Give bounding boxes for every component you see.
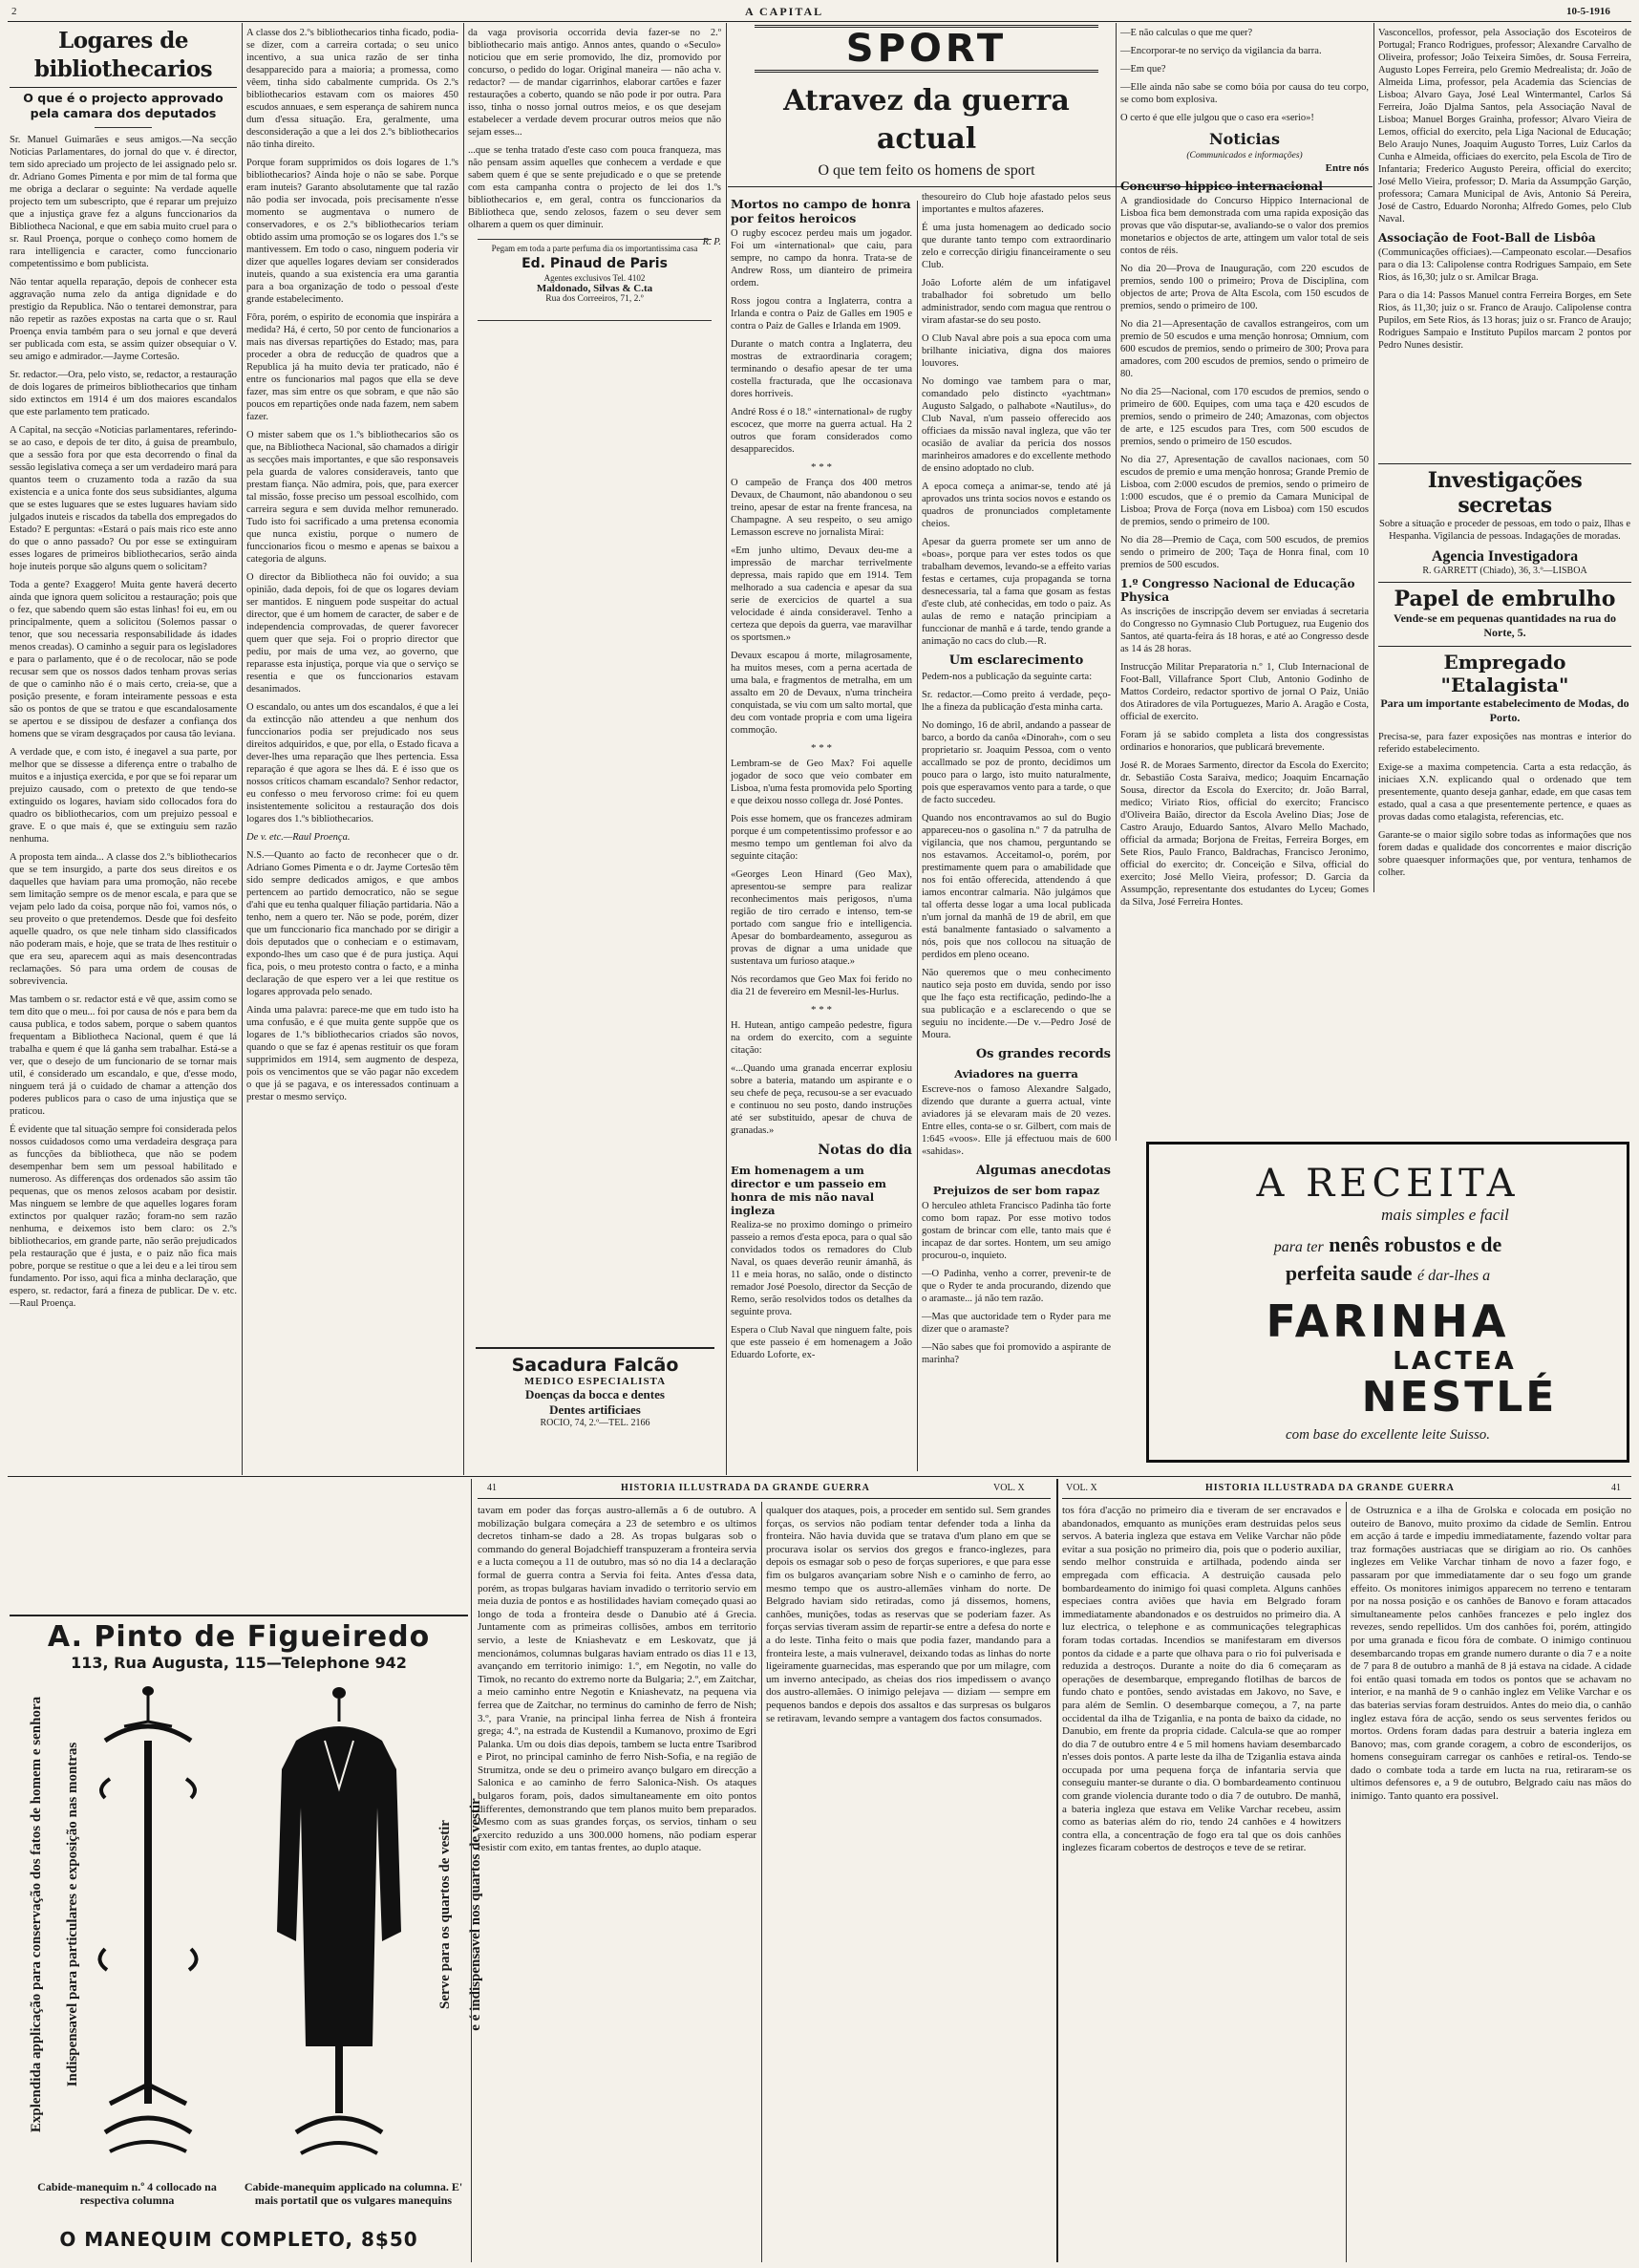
column-3 xyxy=(468,27,721,247)
paragraph: —Encorporar-te no serviço da vigilancia da barra. xyxy=(1120,46,1322,56)
divider xyxy=(1378,582,1631,583)
paragraph: Foram já se sabido completa a lista dos congressistas ordinarios e honorarios, que publicará brevemente. xyxy=(1120,730,1369,753)
header-rule xyxy=(8,21,1631,22)
historia-header-left xyxy=(478,1481,1051,1499)
nestle-brand: LACTEA xyxy=(1393,1347,1517,1376)
sport-banner xyxy=(755,25,1098,180)
paragraph: Escreve-nos o famoso Alexandre Salgado, dizendo que durante a guerra actual, vinte aviadores já se elevaram mais de 20 vezes. Entre elles, conta-se o sr. Gilbert, com mais de 1:645 «voos». Elle já effectuou mais de 600 «sahidas». xyxy=(922,1084,1111,1157)
nestle-text: perfeita saude xyxy=(1285,1261,1413,1285)
article-title: Mortos no campo de honra por feitos heroicos xyxy=(731,197,911,225)
historia-left-col-2 xyxy=(766,1505,1051,2259)
paragraph: O director da Bibliotheca não foi ouvido; a sua opinião, dada depois, foi de que os logares deviam ser mantidos. E ninguem pode suspeitar do actual director, que é um homem de caracter, de saber e de independencia comprovadas, de querer favorecer quem quer que seja. Foi o proprio director que pediu, por mais de uma vez, ao governo, que reparasse esta injustiça, porque via que o serviço se resentia e que os funccionarios estavam desanimados. xyxy=(246,572,458,695)
nestle-line: com base do excellente leite Suisso. xyxy=(1285,1427,1491,1443)
volume-label: VOL. X xyxy=(993,1483,1025,1493)
paragraph: Para um importante estabelecimento de Modas, do Porto. xyxy=(1380,696,1629,724)
ad-address: 113, Rua Augusta, 115—Telephone 942 xyxy=(71,1654,407,1672)
nestle-text: para ter xyxy=(1273,1239,1324,1255)
paragraph: A classe dos 2.ºs bibliothecarios tinha ficado, podia-se dizer, com a carreira cortada; o seu unico incentivo, a sua unica razão de ser tinha desapparecido para a maioria; a promessa, como vêem, tinha sido cabalmente cumprida. Os 2.ºs bibliothecarios estavam com os maiores 450 escudos annuaes, e sem esperança de sahirem nunca dum d'essa situação. Era, geralmente, uma desconsideração a que a lei dos 2.ºs bibliothecarios não tinha direito. xyxy=(246,28,458,150)
separator-stars: * * * xyxy=(811,461,832,473)
nestle-line: A RECEITA xyxy=(1256,1162,1520,1206)
paragraph: Fôra, porém, o espirito de economia que inspirára a medida? Há, é certo, 50 por cento de funcionarios a mais nas diversas repartições do Estado; mas, para proceder a obra de reducção de quadros que a Republica já ha muito devia ter praticado, não é entre os funcionarios mal pagos que ella se deve fazer, mas sim entre os que sobram, e que não são poucos em repartições onde nada fazem, nem sabem fazer. xyxy=(246,312,458,422)
paragraph: O herculeo athleta Francisco Padinha tão forte como bom rapaz. Por esse motivo todos gostam de brincar com elle, tanto mais que é incapaz de dar sortes. Hontem, um seu amigo procurou-o, inquieto. xyxy=(922,1201,1111,1261)
paragraph: Para o dia 14: Passos Manuel contra Ferreira Borges, em Sete Rios, ás 11,30; juiz o sr. Franco de Araujo. Calipolense contra Pupilos, em Sete Rios, ás 13 horas; juiz o sr. Franco de Araujo; Rodrigues Sampaio e Instituto Pupilos marcam 2 pontos por Pedro Nunes desistir. xyxy=(1378,290,1631,351)
ad-title: Empregado "Etalagista" xyxy=(1440,651,1569,696)
pinto-figueiredo-ad xyxy=(10,1615,483,2264)
paragraph: O rugby escocez perdeu mais um jogador. Foi um «international» que caiu, para sempre, no campo da honra. Trata-se de Andrew Ross, um dianteiro de primeira ordem. xyxy=(731,228,912,289)
paragraph: Lembram-se de Geo Max? Foi aquelle jogador de soco que veio combater em Lisboa, n'uma festa promovida pelo Sporting e que deixou nosso collega dr. José Pontes. xyxy=(731,759,912,806)
headline-rule xyxy=(10,87,237,88)
article-title: Concurso hippico internacional xyxy=(1120,180,1323,193)
ad-line: Dentes artificiaes xyxy=(549,1402,641,1417)
page-number-left: 2 xyxy=(11,6,17,17)
paragraph: Espera o Club Naval que ninguem falte, pois que este passeio é em homenagem a João Eduardo Loforte, ex- xyxy=(731,1325,912,1360)
col-rule-2 xyxy=(463,23,464,1475)
paragraph: ...que se tenha tratado d'este caso com pouca franqueza, mas não pensam assim aquelles que conhecem a verdade e que sabem quem é que se sente prejudicado e o que se pretende com esta campanha contra o projecto de lei dos 1.ºs bibliothecarios e, em geral, contra os funccionarios da Bibliotheca que, sendo zelosos, fazem o seu dever sem olharem a quem os quer diminuir. xyxy=(468,145,721,230)
paragraph: —O Padinha, venho a correr, prevenir-te de que o Ryder te anda procurando, dizendo que o aramaste... já não tem razão. xyxy=(922,1269,1111,1304)
nestle-line xyxy=(1149,1261,1627,1286)
page-gutter xyxy=(1056,1479,1058,2262)
section-right-label: Entre nós xyxy=(1325,162,1369,174)
bottom-section-rule xyxy=(8,1476,1631,1477)
paragraph: As inscrições de inscripção devem ser enviadas á secretaria do Congresso no Gymnasio Club Portuguez, rua Eugenio dos Santos, até quarta-feira ás 18 horas, e até ao Congresso desde as 14 ás 28 horas. xyxy=(1120,607,1369,654)
paragraph: É evidente que tal situação sempre foi considerada pelos nossos cuidadosos como uma verdadeira desgraça para as funcções da bibliotheca, que não se podem desempenhar bem sem um pessoal habilitado e numeroso. As differenças dos ordenados são assim tão pequenas, que os menos zelosos acabam por desistir. Mas ninguem se lembre de que aquelles logares foram extinctos por qualquer razão; foram-no sem razão nenhuma, e deixemos isto bem claro: os 2.ºs bibliothecarios, em grande parte, não serão prejudicados pela restauração que é justa, e o paiz não fica mais pobre, porque se restitue o que a lei deu e a lei tirou sem fundamento. Por isso, aqui fica a minha declaração, que espero, sr. redactor, fará a fineza de publicar. De v. etc.—Raul Proença. xyxy=(10,1124,237,1309)
page-number: 41 xyxy=(1611,1483,1621,1493)
paragraph: No dia 21—Apresentação de cavallos estrangeiros, com um premio de 50 escudos e uma menção honrosa; Omnium, com 600 escudos de premios, sendo o primeiro de 300; Prova para amadores, com 200 escudos de premios, sendo o primeiro de 80. xyxy=(1120,319,1369,379)
paragraph: Precisa-se, para fazer exposições nas montras e interior do referido estabelecimento. xyxy=(1378,732,1631,755)
paragraph: A epoca começa a animar-se, tendo até já aprovados uns trinta socios novos e estando os quadros de pronunciados completamente cheios. xyxy=(922,481,1111,529)
page-number: 41 xyxy=(487,1483,497,1493)
vertical-caption-right-outer: e é indispensavel nos quartos de vestir xyxy=(468,1798,483,2031)
ad-subtitle: Agencia Investigadora xyxy=(1431,548,1579,565)
ad-title: Papel de embrulho xyxy=(1394,587,1616,611)
paragraph: —Em que? xyxy=(1120,64,1166,75)
paragraph: André Ross é o 18.º «international» de rugby escocez, que morre na guerra actual. Ha 2 outros que foram considerados como desapparecidos. xyxy=(731,407,912,455)
paragraph: «Em junho ultimo, Devaux deu-me a impressão de marchar terrivelmente depressa, mais rapido que em 1914. Tem melhorado a sua cadencia e apesar da sua serie de exercicios de quartel a sua velocidade é ainda consideravel. Tenho a certeza que depois da guerra, vae maravilhar os sportsmen.» xyxy=(731,546,912,643)
nestle-brand: FARINHA xyxy=(1266,1295,1510,1347)
paragraph: tavam em poder das forças austro-allemãs a 6 de outubro. A mobilização bulgara começára a 23 de setembro e os ultimos decretos tinham-se dado a 28. As tropas bulgaras sob o commando do general Bojadchieff transpuzeram a fronteira servia e a lucta começou a 11 de outubro, mas só no dia 14 a declaração formal de guerra contra a Servia foi feita. Antes d'essa data, porém, as tropas bulgaras haviam invadido o territorio servio em meia duzia de pontos e as hostilidades haviam começado quasi ao longo de toda a fronteira desde o Danubio até á Grecia. Juntamente com as primeiras collisões, ambos em territorio servio, a leste de Kniashevatz e em Leskovatz, que já mencionámos, columnas bulgaras haviam entrado os dias 11 e 13, avançando em territorio inimigo: 1.º, em Negotin, no valle do Timok, no recanto do extremo norte da Bulgaria; 2.º, em Zaitchar, a meio caminho entre Negotin e Kniashevatz, na pequena via ferrea que de Zaitchar, no terminus do caminho de ferro de Nish; 3.º, para Vranie, na principal linha ferrea de Nish á fronteira grega; 4.º, na estrada de Kustendil a Kumanovo, proximo de Egri Palanka. Um ou dois dias depois, tambem se lucta entre Tsaribrod e Pirot, no principal caminho de ferro Nish-Sofia, e na região de Strumitza, onde se deu o primeiro avanço bulgaro em direcção a Salonica e ao caminho de ferro Salonica-Nish. Os ataques bulgaros foram, pois, dados simultaneamente em oito pontos differentes, demonstrando que tem planos muito bem preparados. Mesmo com as suas grandes forças, os servios, tinham o seu exercito reduzido a uns 300.000 homens, não podiam esperar resistir com exito, em tantas frentes, ao duplo ataque. xyxy=(478,1505,756,1854)
historia-right-col-2 xyxy=(1351,1505,1631,2259)
paragraph: «Georges Leon Hinard (Geo Max), apresentou-se sempre para realizar reconhecimentos mais perigosos, n'uma região de tiro cerrado e intenso, tem-se portado com sangue frio e intelligencia. Apesar do bombardeamento, assegurou as provas de dignar a uma unidade que sustentava um furioso ataque.» xyxy=(731,869,912,967)
paragraph: —Não sabes que foi promovido a aspirante de marinha? xyxy=(922,1342,1111,1365)
paragraph: Não tentar aquella reparação, depois de conhecer esta aggravação numa zelo da antiga dignidade e do prestigio da Republica. Não o tentarei demonstrar, para não repetir as razões expostas na carta que o sr. Raul Proença envia também para o seu jornal e que deverá ser publicada com esta, se assim quizer obsequiar o V. seu amigo e admirador.—Jayme Cortesão. xyxy=(10,277,237,362)
paragraph: H. Hutean, antigo campeão pedestre, figura na ordem do exercito, com a seguinte citação: xyxy=(731,1020,912,1056)
ad-line: Agentes exclusivos Tel. 4102 xyxy=(543,273,646,283)
nestle-text: nenês robustos e de xyxy=(1329,1232,1502,1256)
section-subtitle: (Communicados e informações) xyxy=(1186,151,1303,160)
sport-column-1 xyxy=(731,191,912,1471)
article-title: Em homenagem a um director e um passeio em honra de mis não naval ingleza xyxy=(731,1164,886,1217)
paragraph: Ainda uma palavra: parece-me que em tudo isto ha uma confusão, e é que muita gente suppõe que os logares de 1.ºs bibliothecarios criados são novos, quando o que se faz é apenas restituir os que foram supprimidos em 1914, sem augmento de despeza, pois os vencimentos que se vão pagar não excedem o que já se pagava, e os interessados continuam a prestar o mesmo serviço. xyxy=(246,1005,458,1102)
running-title: HISTORIA ILLUSTRADA DA GRANDE GUERRA xyxy=(621,1483,870,1493)
column-bibliotecarios-cont xyxy=(246,27,458,1594)
paragraph: Sr. redactor.—Como preito á verdade, peço-lhe a fineza da publicação d'esta minha carta. xyxy=(922,690,1111,713)
signature: R. P. xyxy=(702,237,721,247)
ad-brand: Ed. Pinaud de Paris xyxy=(522,256,668,271)
paragraph: Ross jogou contra a Inglaterra, contra a Irlanda e contra o Paiz de Galles em 1905 e contra o Paiz de Galles e Irlanda em 1909. xyxy=(731,296,912,332)
article-title: Um esclarecimento xyxy=(948,653,1084,668)
signature: De v. etc.—Raul Proença. xyxy=(246,832,351,843)
paragraph: A verdade que, e com isto, é inegavel a sua parte, por melhor que se dissesse a diferença entre o trabalho de muitos e a injustiça exercida, e por que se foi reparar um prejuizo causado, com o pretexto de que tendo-se extinguido os logares, haviam sido collocados fora do quadro os bibliothecarios, com um prejuizo pessoal e grave. E o que mais é, que se extinguiu sem razão nenhuma. xyxy=(10,747,237,845)
paragraph: Sobre a situação e proceder de pessoas, em todo o paiz, Ilhas e Hespanha. Vigilancia de pessoas. Indagações de moradas. xyxy=(1379,519,1630,542)
paragraph: Sr. Manuel Guimarães e seus amigos.—Na secção Noticias Parlamentares, do jornal do que v. é director, tem sido apreciado um projecto de lei assignado pelo sr. dr. Adriano Gomes Pimenta e por mim de tal forma que me obriga a declarar o seguinte: Na verdade aquelle projecto tem um subescripto, que é reparar um prejuizo que a injustiça grave fez a alguns funccionarios da Bibliotheca Nacional, e que em sabia muito cruel para o sr. Raul Proença, porque o conheço como homem de rara intelligencia e caracter, como funccionario competentissimo e bom publicista. xyxy=(10,135,237,269)
paragraph: O campeão de França dos 400 metros Devaux, de Chaumont, não abandonou o seu treino, apesar de estar na frente francesa, na Champagne. A seu respeito, o seu amigo Lemasson escreve no jornalista Mirai: xyxy=(731,478,912,538)
ad-slogan: O MANEQUIM COMPLETO, 8$50 xyxy=(59,2228,418,2251)
paragraph: da vaga provisoria occorrida devia fazer-se no 2.º bibliothecario mais antigo. Annos antes, quando o «Seculo» noticiou que em serie promovido, lhe diz, promovido por concurso, o pedido do logar. Original maneira — não acha v. redactor? — de mandar cigarrinhos, elaborar cartões e fazer restaurações a coberto, quando se não pode ir por outra. Para isso, tinha o nosso jornal outros meios, e os que desejam estabelecer a verdade devem procurar outros meios que não sejam esses... xyxy=(468,28,721,138)
section-title: Noticias xyxy=(1209,130,1280,148)
article-headline: Logares de bibliothecarios xyxy=(33,28,213,82)
mannequin-coat-icon xyxy=(267,1683,411,2171)
paragraph: «...Quando uma granada encerrar explosiu sobre a bateria, matando um aspirante e o seu chefe de peça, recusou-se a ser evacuado e continuou no seu posto, dando instruções até ser substituido, apesar de chuva de granadas.» xyxy=(731,1063,912,1136)
nestle-ad xyxy=(1146,1142,1629,1463)
article-subtitle: Prejuizos de ser bom rapaz xyxy=(932,1184,1100,1197)
paragraph: No dia 28—Premio de Caça, com 500 escudos, de premios sendo o primeiro de 200; Taça de Honra final, com 10 premios de 500 escudos. xyxy=(1120,535,1369,570)
paragraph: O Club Naval abre pois a sua epoca com uma brilhante iniciativa, digna dos maiores louvores. xyxy=(922,333,1111,369)
paragraph: Porque foram supprimidos os dois logares de 1.ºs bibliothecarios? Ainda hoje o não se sabe. Porque eram inuteis? Garanto absolutamente que tal razão não podia ser invocada, pois precisamente n'esse momento se augmentava o numero de conservadores, e os 2.ºs bibliothecarios teriam obtido assim uma promoção se os logares dos 1.ºs se mantivessem. Em todo o caso, ninguem poderia vir dizer que aquelles logares deviam ser considerados inuteis, quando a sua existencia era uma garantia para a boa organização de todo o pessoal d'este grande estabelecimento. xyxy=(246,158,458,305)
ad-title: Investigações secretas xyxy=(1427,468,1583,518)
paragraph: —Elle ainda não sabe se como bóia por causa do teu corpo, se como bom explosiva. xyxy=(1120,82,1369,105)
paragraph: Durante o match contra a Inglaterra, deu mostras de extraordinaria coragem; terminando o desafio apesar de ter uma costella fracturada, que lhe occasionava dores horriveis. xyxy=(731,339,912,399)
caption-right: Cabide-manequim applicado na columna. E' mais portatil que os vulgares manequins xyxy=(244,2180,463,2207)
caption-left: Cabide-manequim n.º 4 collocado na respectiva columna xyxy=(37,2180,217,2207)
paragraph: A proposta tem ainda... A classe dos 2.ºs bibliothecarios que se tem insurgido, a parte dos seus direitos e os daquelles que haviam para uma promoção, não recebe sem limitação sempre os de menor escala, e para que se vejam pelo lado da coisa, porque não foi, vamos nós, o seu proveito o que pretendemos. Desde que foi desfeito aquelle quadro, os que nele tinham sido classificados não poderam mais, e hoje, que se trata de lhes restituir o que era seu, aparecem aqui as mais desencontradas reclamações. Só para uma ordem de cousas de sobrevivencia. xyxy=(10,852,237,987)
paragraph: Exige-se a maxima competencia. Carta a esta redacção, ás iniciaes X.N. explicando qual o ordenado que tem presentemente, quanto deseja ganhar, edade, em que casas tem estado, qual a casa a que presentemente pertence, e quaes as provas dadas como etalagista, referencias, etc. xyxy=(1378,762,1631,823)
paragraph: —Mas que auctoridade tem o Ryder para me dizer que o aramaste? xyxy=(922,1312,1111,1335)
vertical-caption-right-inner: Serve para os quartos de vestir xyxy=(437,1820,453,2009)
paragraph: Quando nos encontravamos ao sul do Bugio appareceu-nos o gasolina n.º 7 da patrulha de vigilancia, que nos chamou, perguntando se nos estavamos. Acceitamol-o, porém, por prestimamente quem para o amabilidade que nos foi então offerecida, attendendo á que iamos encontrar calmaria. Não julgámos que tal offerta desse logar a uma local publicada n'um jornal da manhã de 19 de abril, em que está banalmente fantasiado o salvamento a nós, pois que nos collocou na situação de perdidos em pleno oceano. xyxy=(922,813,1111,960)
ad-title: A. Pinto de Figueiredo xyxy=(47,1620,431,1654)
paragraph: O certo é que elle julgou que o caso era «serio»! xyxy=(1120,113,1314,123)
article-title: Associação de Foot-Ball de Lisbôa xyxy=(1378,231,1596,245)
bottom-col-rule xyxy=(471,1479,472,2262)
masthead-title: A CAPITAL xyxy=(745,5,824,18)
historia-header-right xyxy=(1062,1481,1631,1499)
article-title: Algumas anecdotas xyxy=(975,1164,1111,1178)
divider xyxy=(1378,646,1631,647)
col-rule-3 xyxy=(726,23,727,1475)
historia-left-col-1 xyxy=(478,1505,756,2259)
paragraph: thesoureiro do Club hoje afastado pelos seus importantes e multos afazeres. xyxy=(922,192,1111,215)
volume-label: VOL. X xyxy=(1066,1483,1097,1493)
paragraph: No domingo, 16 de abril, andando a passear de barco, a bordo da canôa «Dinorah», com o seu proprietario sr. Joaquim Pessoa, com o vento accallmado se poz de pronto, decidimos um pouco para o largo, isto muito naturalmente, pois que esperavamos vento para a tarde, o que de facto succedeu. xyxy=(922,720,1111,805)
nestle-brand: NESTLÉ xyxy=(1361,1373,1558,1422)
col-rule-1 xyxy=(242,23,243,1475)
paragraph: Apesar da guerra promete ser um anno de «boas», porque para ver estes todos os que trabalham devemos, levando-se a effeito varias festas e certames, cuja propaganda se torna desnecessaria, tal a fama que gosam as festas d'este club, até conhecidas, em todo o paiz. As aulas de remo e natação principiam a funccionar de manhã e á tarde, tendo grande a animação no cacs do club.—R. xyxy=(922,537,1111,647)
nestle-line: mais simples e facil xyxy=(1381,1206,1509,1224)
paragraph: Pois esse homem, que os francezes admiram porque é um competentissimo professor e ao mesmo tempo um gentleman foi alvo da seguinte citação: xyxy=(731,814,912,862)
paragraph: qualquer dos ataques, pois, a proceder em sentido sul. Sem grandes forças, os servios não podiam tentar defender toda a linha da fronteira. Não havia duvida que se tratava d'um plano em que se procurava isolar os servios dos gregos e franco-inglezes, para depois os esmagar sob o peso de forças superiores, e que para esse fim os bulgaros avançariam sobre Nish e o caminho de ferro, ao mesmo tempo que os austro-allemães vinham do norte. De Belgrado haviam sido retiradas, como já dissemos, homens, canhões, munições, todas as reservas que se poderiam fazer. As forças servias tiveram assim de repartir-se entre a defesa do norte e a do leste. Tinha feito o mais que podia fazer, mandando para a fronteira leste, a mais vulneravel, deixando todas as linhas do norte ligeiramente guarnecidas, mas esperando que por um milagre, com um inverno antecipado, as cheias dos rios impedissem o avanço dos austro-allemães. O inimigo pelejava — diziam — sempre em pequenos bandos e depois dos assaltos e das surpresas os bulgaros se retiravam, levando sempre a vantagem dos factos consumados. xyxy=(766,1505,1051,1724)
paragraph: Vasconcellos, professor, pela Associação dos Escoteiros de Portugal; Franco Rodrigues, professor; Alexandre Carvalho de Oliveira, professor; João Teixeira Simões, dr. Sousa Ferreira, Augusto Lopes Ferreira, pelo Gremio Medrealista; dr. João de Almeida Lima, professor, pela Academia das Sciencias de Lisboa; Alvaro Gaya, José Leal Wintermantel, Carlos Sá Ferreira, João Djalma Santos, pela Associação Naval de Lisboa; Manuel Borges Grainha, professor; Alvaro Vieira de Lemos, official do exercito, pela Liga Nacional de Educação; Belo Araujo Nunes, Joaquim Augusto Torres, Luiz Carlos da Cunha e Almeida, officiaes do exercito, pela Escola de Tiro de Infantaria; Frederico Augusto Pereira, official do exercito; José Mello Vieira, professor; D. Maria da Assumpção Garção, professora; Camara Municipal de Avis, Antonio Sá Pereira, José de Castro, Eduardo Noronha; Alfredo Gomes, pelo Club Naval. xyxy=(1378,28,1631,225)
paragraph: —E não calculas o que me quer? xyxy=(1120,28,1253,38)
paragraph: Vende-se em pequenas quantidades na rua do Norte, 5. xyxy=(1394,611,1616,639)
paragraph: N.S.—Quanto ao facto de reconhecer que o dr. Adriano Gomes Pimenta e o dr. Jayme Cortesão têm sido sempre dedicados amigos, e que ambos pertencem ao partido democratico, não se segue d'ahi que eu tenha qualquer filiação partidaria. Não a tenho, nem a quero ter. Não se pode, porém, dizer que um funccionario fica manchado por se dirigir a dois deputados que o conheciam e o estimavam, expondo-lhes um caso que é de pura justiça. Aqui fica, pois, o meu protesto contra o facto, e a minha declaração de que espero ver a lei que restitue os logares approvada pelo senado. xyxy=(246,850,458,997)
ad-line: Pegam em toda a parte perfuma dia os importantissima casa xyxy=(491,244,698,253)
separator-stars: * * * xyxy=(811,742,832,754)
ad-address: R. GARRETT (Chiado), 36, 3.º—LISBOA xyxy=(1422,566,1587,576)
paragraph: Instrucção Militar Preparatoria n.º 1, Club Internacional de Foot-Ball, Villafrance Sport Club, Antonio Godinho de Mattos Cordeiro, redactor sportivo de jornal O Paiz, União dos Atiradores de vila Portuguezes, Mario A. Aragão e Costa, official de exercito. xyxy=(1120,662,1369,722)
noticias-column xyxy=(1120,27,1369,1135)
col-rule-4 xyxy=(917,201,918,1471)
vertical-caption-left-outer: Explendida applicação para conservação dos fatos de homem e senhora xyxy=(29,1696,44,2133)
article-subtitle: O que é o projecto approvado pela camara dos deputados xyxy=(23,91,224,120)
running-title: HISTORIA ILLUSTRADA DA GRANDE GUERRA xyxy=(1205,1483,1455,1493)
column-bibliotecarios xyxy=(10,27,237,1594)
paragraph: Pedem-nos a publicação da seguinte carta: xyxy=(922,672,1093,682)
ad-name: Sacadura Falcão xyxy=(511,1355,679,1376)
ad-line: Maldonado, Silvas & C.ta xyxy=(536,283,653,294)
paragraph: José R. de Moraes Sarmento, director da Escola do Exercito; dr. Sebastião Costa Saraiva, medico; Joaquim Encarnação Sousa, director da Escola do Exercito; dr. João Barral, medico; Viriato Rios, official do exercito; Francisco d'Oliveira Baião, director da Escola Avelino Dias; Jose de Castro Araujo, Eduardo Santos, Alvaro Mello Machado, official da armada; Borjona de Freitas, Ferreira Borges, em Sete Rios, Paulo Franco, Baldrachas, Francisco Jeronimo, official do exercito; dr. Conceição e Silva, official do exercito; José Mello Vieira, professor; D. Garcia da Assumpção, representante dos estudantes do Lyceu; Gomes da Silva, José Ferreira Hontes. xyxy=(1120,760,1369,908)
paragraph: de Ostruznica e a ilha de Grolska e colocada em posição no outeiro de Banovo, muito proximo da cidade de Semlin. Entrou em acção á tarde e impediu immediatamente, fazendo voltar para traz formações austriacas que se dirigiam ao rio. Os canhões inglezes em Velike Varchar tinham de novo a fazer fogo, e passaram por que immediatamente dar o seu fogo um grande effeito. Os monitores inimigos apparecem no terreno e tentaram por na nossa posição e os canhões de Banovo e foram attacados simultaneamente pelos canhões francezes e pelo inglez dos revezes, sendo repellidos. Um dos canhões foi, porém, attingido por uma granada e ficou fóra de combate. O inimigo continuou desembarcando tropas em grande numero durante o dia 7 e a noite de 7 para 8 de outubro a manhã de 8 já estava na cidade. A cidade foi então quasi tomada em todos os pontos que se achavam no interior, e na manhã de 9 o canhão inglez em Velike Varchar e os das baterias servias foram destruidos. Antes do meio dia, o canhão inglez estava fóra de acção, sendo os seus serventes feridos ou mortos. Ordens foram dadas para destruir a bateria ingleza em Banovo; mas, com grande coragem, a cobro de esconderijos, os homens conseguiram carregar os canhões e retiral-os. Tendo-se dado o combate toda a tarde em lucta na rua, retiraram-se os ultimos defensores e, a 9 de outubro, Belgrado caiu nas mãos do inimigo. Tanto quanto era possivel. xyxy=(1351,1505,1631,1803)
paragraph: No domingo vae tambem para o mar, comandado pelo distincto «yachtman» Augusto Salgado, o palhabote «Nautilus», do Club Naval, n'um passeio offerecido aos officiaes da missão naval ingleza, que vão ter ocasião de avaliar da pericia dos nossos marinheiros amadores e do excellente methodo de ensino adoptado no club. xyxy=(922,376,1111,474)
mannequin-stand-icon xyxy=(86,1683,210,2171)
paragraph: A Capital, na secção «Noticias parlamentares, referindo-se ao caso, e depois de ter dito, á guisa de preambulo, que a sessão fora por que esta decorrendo o final da sessão legislativa começa a ser um verdadeiro mará para quantos teem o cruzamento toda a razão da sua existencia e a unica fonte dos seus subsidiantes, alguma que se estes luguares que se estes luguares haviam sido julgados inuteis e riscados da tabella dos empregados do Estado? E perguntas: «Estará o país mais rico este anno do que o anno passado? Ou por esse se extinguiram esses logares de primeiros bibliothecarios, serão ainda hoje inuteis porque são alguns quem o solicitam? xyxy=(10,425,237,572)
paragraph: Toda a gente? Exaggero! Muita gente haverá decerto ainda que ignora quem solicitou a restauração; pois que o fez, que sabendo quem são estas linhas! foi eu, em ou principalmente, quem a solicitou (Solemos passar o tenor, que sou necessaria responsabilidade ás idades menos creadas). O caminho a seguir para os legisladores e para o parlamento, que é o de recolocar, não se pode recusar sem que os nossos dados tenham provas serias de que o caminho não é o mais certo, creia-se, que a posição presente, e foram inteiramente pessoas e esta são os pontos de que se tratou e que escandalosamente se apertou e se dissipou de desfazer a confiança dos homens que se viram desgraçados por causa tão leviana. xyxy=(10,580,237,739)
paragraph: No dia 27, Apresentação de cavallos nacionaes, com 50 escudos de premio e uma menção honrosa; Grande Premio de Lisboa, com 2:000 escudos de premios, sendo o primeiro de 1:000 escudos, que é o premio da Camara Municipal de Lisboa; Prova de Força (nova em Lisboa) com 150 escudos de premios, sendo o primeiro de 100. xyxy=(1120,455,1369,527)
paragraph: No dia 20—Prova de Inauguração, com 220 escudos de premios, sendo 100 o primeiro; Prova de Disciplina, com objectos de arte; Prova de Alta Escola, com 150 escudos de premios, sendo o primeiro de 100. xyxy=(1120,264,1369,311)
classified-ads xyxy=(1378,463,1631,893)
nestle-text: é dar-lhes a xyxy=(1416,1268,1491,1284)
paragraph: João Loforte além de um infatigavel trabalhador foi sobretudo um bello administrador, sendo com magua que rentrou o viram afastar-se do seu posto. xyxy=(922,278,1111,326)
paragraph: (Communicações officiaes).—Campeonato escolar.—Desafios para o dia 13: Calipolense contra Rodrigues Sampaio, em Sete Rios, ás 16,30; julz o sr. Amilcar Braga. xyxy=(1378,247,1631,283)
col-rule-5 xyxy=(1116,23,1117,1141)
paragraph: Não queremos que o meu conhecimento nautico seja posto em duvida, sendo por isso que lhe faço esta rectificação, pedindo-lhe a sua publicação e a esclarecendo o que se seguiu no incidente.—De v.—Pedro José de Moura. xyxy=(922,968,1111,1040)
ad-line: Doenças da bocca e dentes xyxy=(525,1387,665,1401)
col-rule-6 xyxy=(1373,23,1374,892)
paragraph: Realiza-se no proximo domingo o primeiro passeio a remos d'esta epoca, para o qual são convidados todos os remadores do Club Naval, os quaes deverão reunir ámanhã, ás 11 e meia horas, no salão, onde o distincto remador José Poesolo, director da Secção de Remo, serão resolvidos todos os detalhes da seguinte prova. xyxy=(731,1220,912,1317)
sport-subtitle: O que tem feito os homens de sport xyxy=(818,162,1035,179)
vertical-caption-left-inner: Indispensavel para particulares e exposição nas montras xyxy=(65,1742,80,2087)
divider xyxy=(1378,463,1631,464)
column-7 xyxy=(1378,27,1631,390)
paragraph: tos fóra d'acção no primeiro dia e tiveram de ser encravados e abandonados, emquanto as munições eram destruidas pelos seus servos. A bateria ingleza que estava em Velike Varchar não pôde evitar a sua posição no primeiro dia, pois que o poderio auxiliar, sendo melhor construida e artilhada, podendo ainda ser empregada com efficacia. A destruição causada pelo bombardeamento do inimigo foi quasi completa. Alguns canhões especiaes contra aviões que havia em Belgrado foram immediatamente abandonados e os destruidos no primeiro dia. A luz electrica, o telephone e as communicações telegraphicas foram todas cortadas. Incendios se manifestaram em diversos pontos da cidade e a parte que olhava para o rio foi pulverisada e reduzida a destroços. Durante a noite do dia 6 começaram as operações de desembarque, empregando flotilhas de barcos de fundo chato e pontões, sendo avistadas em Jakovo, no Save, e para além de Semlin. O desembarque começou, a 7, na parte occidental da ilha de Tziganlia, e na ponta de baixo da cidade, no Danubio, em frente da propria cidade. Calcula-se que ao romper do dia 7 de outubro entre 4 e 5 mil homens haviam desembarcado n'esses dois pontos. A parte leste da ilha de Tziganlia estava ainda occupada por uma pequena força de infantaria servia que conseguiu manter-se durante o dia. O bombardeamento continuou com grande violencia durante todo o dia 7 de outubro. De manhã, a bateria ingleza que estava em Velike Varchar recebeu, assim como as baterias além do rio, tendo 24 canhões e 4 howitzers contra ella, a concentração de fogo era tal que os dois canhões inglezes ficaram cobertos de destroços e teve de se retirar. xyxy=(1062,1505,1341,1854)
ad-sacadura-falcao xyxy=(476,1347,714,1469)
paragraph: A grandiosidade do Concurso Hippico Internacional de Lisboa fica bem demonstrada com uma rapida exposição das provas que vão disputar-se, avaliando-se o valor dos premios monetarios e objectos de arte, attingem um valor total de seis contos de réis. xyxy=(1120,196,1369,256)
paragraph: O mister sabem que os 1.ºs bibliothecarios são os que, na Bibliotheca Nacional, são chamados a dirigir as secções mais importantes, e que são responsaveis pela guarda de valores consideraveis, tanto que prestam fiança. Não admira, pois, que, para exercer tal missão, fosse preciso um pessoal escolhido, com carreira segura e sem duvida melhor remunerado. Tudo isto foi sacrificado a uma pretensa economia que nunca existiu, porque o numero de funccionarios ficou o mesmo e apenas se baixou a categoria de alguns. xyxy=(246,430,458,565)
article-title: 1.º Congresso Nacional de Educação Physica xyxy=(1120,577,1355,604)
historia-col-rule xyxy=(1346,1502,1347,2262)
paragraph: Devaux escapou á morte, milagrosamente, ha muitos meses, com a perna acertada de uma bala, e fragmentos de metralha, em um assalto em 20 de Devaux, n'uma trincheira conquistada, se viu com um salto mortal, que deu com vontade propria e com uma ligeira commoção. xyxy=(731,651,912,736)
paragraph: Garante-se o maior sigilo sobre todas as informações que nos forem dadas e qualidade dos concorrentes e maior discrição sobre quaesquer informações que, por ventura, tenhamos de colher. xyxy=(1378,830,1631,878)
ad-line: ROCIO, 74, 2.º—TEL. 2166 xyxy=(540,1418,650,1428)
article-title: Os grandes records xyxy=(975,1047,1111,1061)
divider xyxy=(95,127,152,128)
sport-column-2 xyxy=(922,191,1111,1471)
date-label: 10-5-1916 xyxy=(1566,6,1610,17)
ad-line: MEDICO ESPECIALISTA xyxy=(523,1376,667,1387)
sport-title: SPORT xyxy=(755,25,1098,73)
sport-headline: Atravez da guerra actual xyxy=(783,84,1070,156)
paragraph: É uma justa homenagem ao dedicado socio que durante tanto tempo com extraordinario zelo e correcção dirigiu financeiramente o seu Club. xyxy=(922,223,1111,270)
historia-right-col-1 xyxy=(1062,1505,1341,2259)
section-title: Notas do dia xyxy=(818,1143,912,1158)
separator-stars: * * * xyxy=(811,1004,832,1016)
ad-pinaud xyxy=(478,239,712,321)
paragraph: Nós recordamos que Geo Max foi ferido no dia 21 de fevereiro em Mesnil-les-Hurlus. xyxy=(731,974,912,997)
paragraph: O escandalo, ou antes um dos escandalos, é que a lei da extincção não attendeu a que nenhum dos funccionarios podia ser prejudicado nos seus direitos adquiridos, e que, por ella, o Estado ficava a dever-lhes uma reparação que lhes pertencia. Essa reparação é que agora se lhes dá. E é isso que os nossos críticos chamam escandalo? Senhor redactor, eu confesso o meu fervoroso crime: foi eu quem insistentemente solicitou a restauração dos dois logares dos 1.ºs bibliothecarios. xyxy=(246,702,458,824)
paragraph: No dia 25—Nacional, com 170 escudos de premios, sendo o primeiro de 600. Equipes, com uma taça e 420 escudos de premios, sendo o primeiro de 240; Amazonas, com objectos de arte, e 125 escudos para Tres, com 500 escudos de premios, sendo o primeiro de 150 escudos. xyxy=(1120,387,1369,447)
ad-line: Rua dos Correeiros, 71, 2.º xyxy=(545,294,644,304)
paragraph: Sr. redactor.—Ora, pelo visto, se, redactor, a restauração de dois logares de primeiros bibliothecarios que tinham sido extinctos em 1914 é um dos maiores escandalos que este parlamento tem praticado. xyxy=(10,370,237,417)
paragraph: Mas tambem o sr. redactor está e vê que, assim como se tem dito que o meu... foi por causa de nós e para bem da causa publica, e todos sabem, porque o sabem quantos frequentam a Bibliotheca Nacional, quem é que lá trabalha e quem é que lá ganha sem trabalhar. Está-se a ver, que o desejo de um funcionario de se tornar mais util, é considerado um escandalo, e que, d'esse modo, ninguem terá já o cuidado de chamar a attenção dos poderes publicos para o caso de uma injustiça que se praticou. xyxy=(10,995,237,1117)
historia-col-rule xyxy=(761,1502,762,2262)
article-subtitle: Aviadores na guerra xyxy=(954,1067,1078,1081)
nestle-line xyxy=(1149,1232,1627,1257)
